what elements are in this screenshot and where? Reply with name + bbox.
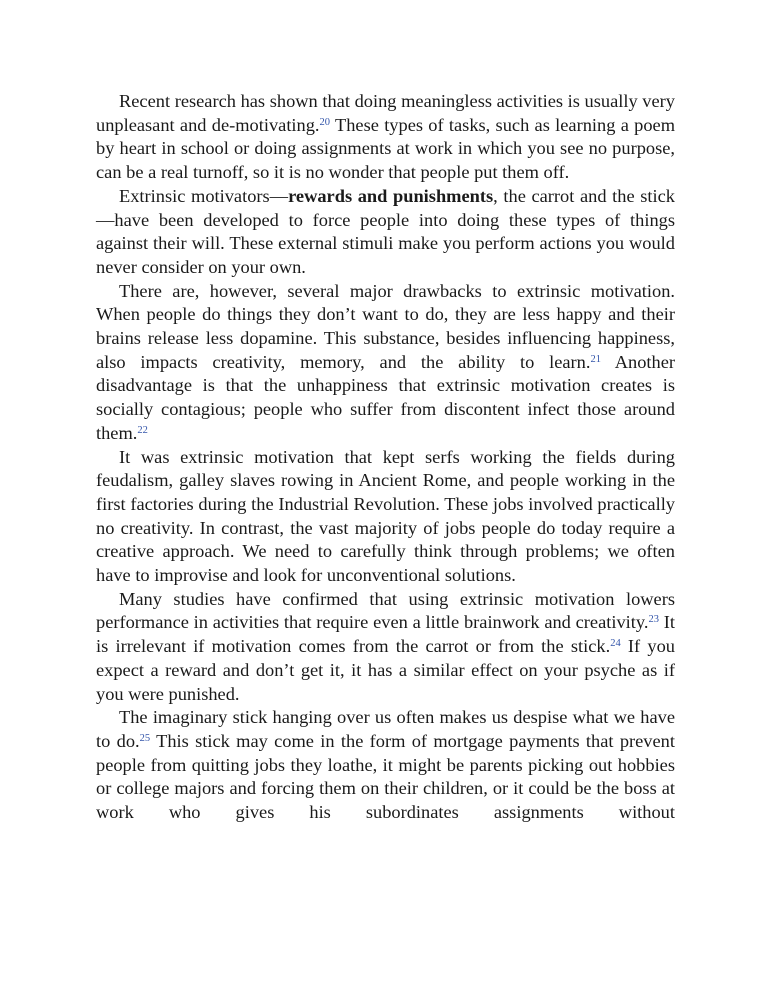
body-paragraph — [96, 588, 675, 707]
footnote-marker[interactable]: 20 — [319, 116, 331, 128]
text-run: Many studies have confirmed that using extrinsic motivation lowers performance in activities that require even a little brainwork and creativity. — [96, 588, 675, 633]
footnote-marker[interactable]: 25 — [139, 732, 151, 744]
text-run: It was extrinsic motivation that kept serfs working the fields during feudalism, galley slaves rowing in Ancient Rome, and people working in the first factories during the Industrial Revolution. These jobs involved practically no creativity. In contrast, the vast majority of jobs people do today require a creative approach. We need to carefully think through problems; we often have to improvise and look for unconventional solutions. — [96, 446, 675, 586]
footnote-marker[interactable]: 23 — [648, 614, 659, 626]
page-body — [96, 90, 675, 825]
text-run: Extrinsic motivators— — [119, 185, 289, 206]
footnote-marker[interactable]: 21 — [590, 353, 601, 365]
body-paragraph — [96, 446, 675, 588]
text-run: This stick may come in the form of mortgage payments that prevent people from quitting jobs they loathe, it might be parents picking out hobbies or college majors and forcing them on their children, or it could be the boss at work who gives his subordinates assignments without — [96, 730, 675, 823]
text-run: Another disadvantage is that the unhappiness that extrinsic motivation creates is socially contagious; people who suffer from discontent infect those around them. — [96, 351, 675, 443]
footnote-marker[interactable]: 22 — [137, 424, 148, 436]
body-paragraph — [96, 185, 675, 280]
footnote-marker[interactable]: 24 — [610, 638, 621, 650]
text-run: , the carrot and the stick—have been developed to force people into doing these types of things against their will. These external stimuli make you perform actions you would never consider on your own. — [96, 185, 675, 277]
body-paragraph — [96, 280, 675, 446]
body-paragraph — [96, 90, 675, 185]
text-run: These types of tasks, such as learning a poem by heart in school or doing assignments at work in which you see no purpose, can be a real turnoff, so it is no wonder that people put them off. — [96, 114, 676, 183]
text-run: It is irrelevant if motivation comes from the carrot or from the stick. — [96, 612, 675, 657]
text-run: Recent research has shown that doing meaningless activities is usually very unpleasant and de-motivating. — [96, 91, 675, 135]
text-run: There are, however, several major drawbacks to extrinsic motivation. When people do things they don’t want to do, they are less happy and their brains release less dopamine. This substance, besides influencing happiness, also impacts creativity, memory, and the ability to learn. — [96, 280, 675, 372]
text-run: If you expect a reward and don’t get it, it has a similar effect on your psyche as if you were punished. — [96, 636, 675, 704]
bold-text: rewards and punishments — [288, 185, 494, 206]
body-paragraph — [96, 706, 675, 825]
text-run: The imaginary stick hanging over us often makes us despise what we have to do. — [96, 707, 675, 751]
